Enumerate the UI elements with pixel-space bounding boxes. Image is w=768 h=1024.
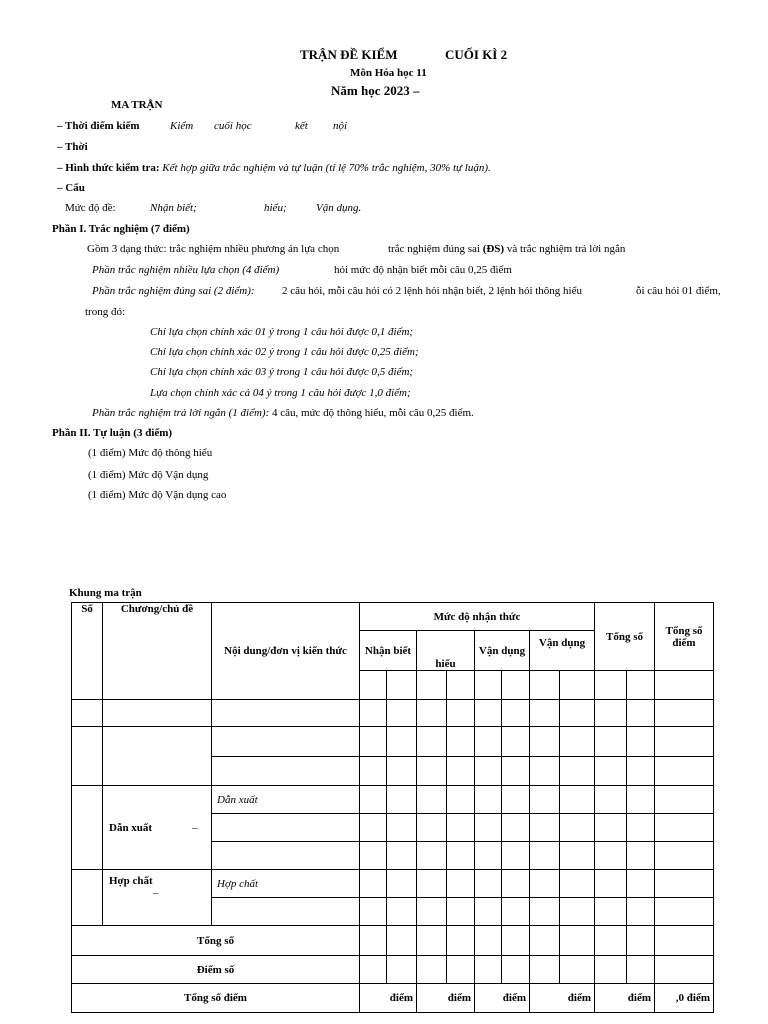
col-header-hieu: hiểu: [417, 631, 475, 671]
ds-rule-4: Lựa chọn chính xác cả 04 ý trong 1 câu hỏi được 1,0 điểm;: [150, 387, 411, 399]
content-hop-chat: Hợp chất: [212, 870, 360, 898]
row-label-diemso: Điểm số: [72, 956, 360, 984]
form-value: Kết hợp giữa trắc nghiệm và tự luận (tỉ lệ 70% trắc nghiệm, 30% tự luận).: [162, 162, 491, 174]
ds-text2: ỗi câu hỏi 01 điểm,: [636, 285, 721, 297]
duration-label: – Thời: [57, 141, 88, 153]
time-label: – Thời điểm kiểm: [57, 120, 140, 132]
mc-text: hỏi mức độ nhận biết mỗi câu 0,25 điểm: [334, 264, 512, 276]
topic-hop-chat: Hợp chất –: [103, 870, 212, 926]
points-tongso: điểm: [595, 984, 655, 1013]
form-line: [57, 162, 491, 174]
points-vandung-b: điểm: [530, 984, 595, 1013]
col-header-noidung: Nội dung/đơn vị kiến thức: [212, 603, 360, 700]
matrix-row: [72, 727, 714, 757]
matrix-row-diemso: [72, 956, 714, 984]
doc-subject: Môn Hóa học 11: [350, 67, 427, 79]
col-header-vandung-b: Vận dụng: [530, 631, 595, 671]
ds-rule-3: Chỉ lựa chọn chính xác 03 ý trong 1 câu hỏi được 0,5 điểm;: [150, 366, 414, 378]
mc-label: Phần trắc nghiệm nhiều lựa chọn (4 điểm): [92, 264, 280, 276]
col-header-tongsodiem: Tổng số điểm: [655, 603, 714, 671]
doc-title-right: CUỐI KÌ 2: [445, 47, 508, 62]
points-vandung-a: điểm: [475, 984, 530, 1013]
part1-line1b: trắc nghiệm đúng sai: [388, 243, 480, 255]
matrix-row-hop-chat: [72, 870, 714, 898]
part1-line1d: và trắc nghiệm trả lời ngắn: [506, 243, 626, 255]
time-word-2: cuối học: [214, 120, 252, 132]
matrix-header-row-1: [72, 603, 714, 631]
short-line: [92, 407, 474, 419]
doc-title-left: TRẬN ĐỀ KIỂM: [300, 47, 398, 62]
part1-title: Phần I. Trắc nghiệm (7 điểm): [52, 223, 190, 235]
col-header-vandung-a: Vận dụng: [475, 631, 530, 671]
ds-text3: trong đó:: [85, 306, 126, 318]
short-label: Phần trắc nghiệm trả lời ngắn (1 điểm):: [92, 407, 270, 419]
ds-label: Phần trắc nghiệm đúng sai (2 điểm):: [92, 285, 255, 297]
part2-item-3: (1 điểm) Mức độ Vận dụng cao: [88, 489, 227, 501]
part2-title: Phần II. Tự luận (3 điểm): [52, 427, 173, 439]
ds-rule-1: Chỉ lựa chọn chính xác 01 ý trong 1 câu hỏi được 0,1 điểm;: [150, 326, 414, 338]
ds-text: 2 câu hỏi, mỗi câu hỏi có 2 lệnh hỏi nhận biết, 2 lệnh hỏi thông hiểu: [282, 285, 582, 297]
level-c: Vận dụng.: [316, 202, 362, 214]
level-b: hiểu;: [264, 202, 287, 214]
part2-item-1: (1 điểm) Mức độ thông hiểu: [88, 447, 213, 459]
time-word-1: Kiểm: [170, 120, 194, 132]
section-ma-tran: MA TRẬN: [111, 99, 163, 111]
part1-line1: [388, 243, 625, 255]
level-a: Nhận biết;: [150, 202, 197, 214]
col-header-tongso: Tổng số: [595, 603, 655, 671]
form-label: – Hình thức kiểm tra:: [57, 162, 160, 174]
matrix-row-dan-xuat: [72, 786, 714, 814]
matrix-row-tongso: [72, 926, 714, 956]
content-dan-xuat: Dẫn xuất: [212, 786, 360, 814]
doc-year: Năm học 2023 –: [331, 83, 420, 98]
time-word-4: nội: [333, 120, 348, 132]
structure-label: – Cấu: [57, 182, 85, 194]
level-label: Mức độ đề:: [65, 202, 116, 214]
points-nhanbiet: điểm: [360, 984, 417, 1013]
row-label-tongsodiem: Tổng số điểm: [72, 984, 360, 1013]
col-header-nhanbiet: Nhận biết: [360, 631, 417, 671]
matrix-row: [72, 700, 714, 727]
row-label-tongso: Tổng số: [72, 926, 360, 956]
matrix-caption: Khung ma trận: [69, 587, 142, 599]
col-header-chuong: Chương/chủ đề: [103, 603, 212, 700]
matrix-row-tongsodiem: [72, 984, 714, 1013]
short-text: 4 câu, mức độ thông hiểu, mỗi câu 0,25 điểm.: [272, 407, 474, 419]
part1-line1c: (ĐS): [482, 243, 505, 255]
time-word-3: kết: [295, 120, 308, 132]
part2-item-2: (1 điểm) Mức độ Vận dụng: [88, 469, 209, 481]
points-total: ,0 điểm: [655, 984, 714, 1013]
col-header-so: Số: [72, 603, 103, 700]
matrix-table: [71, 602, 714, 1013]
points-hieu: điểm: [417, 984, 475, 1013]
col-header-mucdo: Mức độ nhận thức: [360, 603, 595, 631]
topic-dan-xuat: Dẫn xuất –: [103, 786, 212, 870]
ds-rule-2: Chỉ lựa chọn chính xác 02 ý trong 1 câu hỏi được 0,25 điểm;: [150, 346, 419, 358]
part1-line1a: Gồm 3 dạng thức: trắc nghiệm nhiều phương án lựa chọn: [87, 243, 340, 255]
